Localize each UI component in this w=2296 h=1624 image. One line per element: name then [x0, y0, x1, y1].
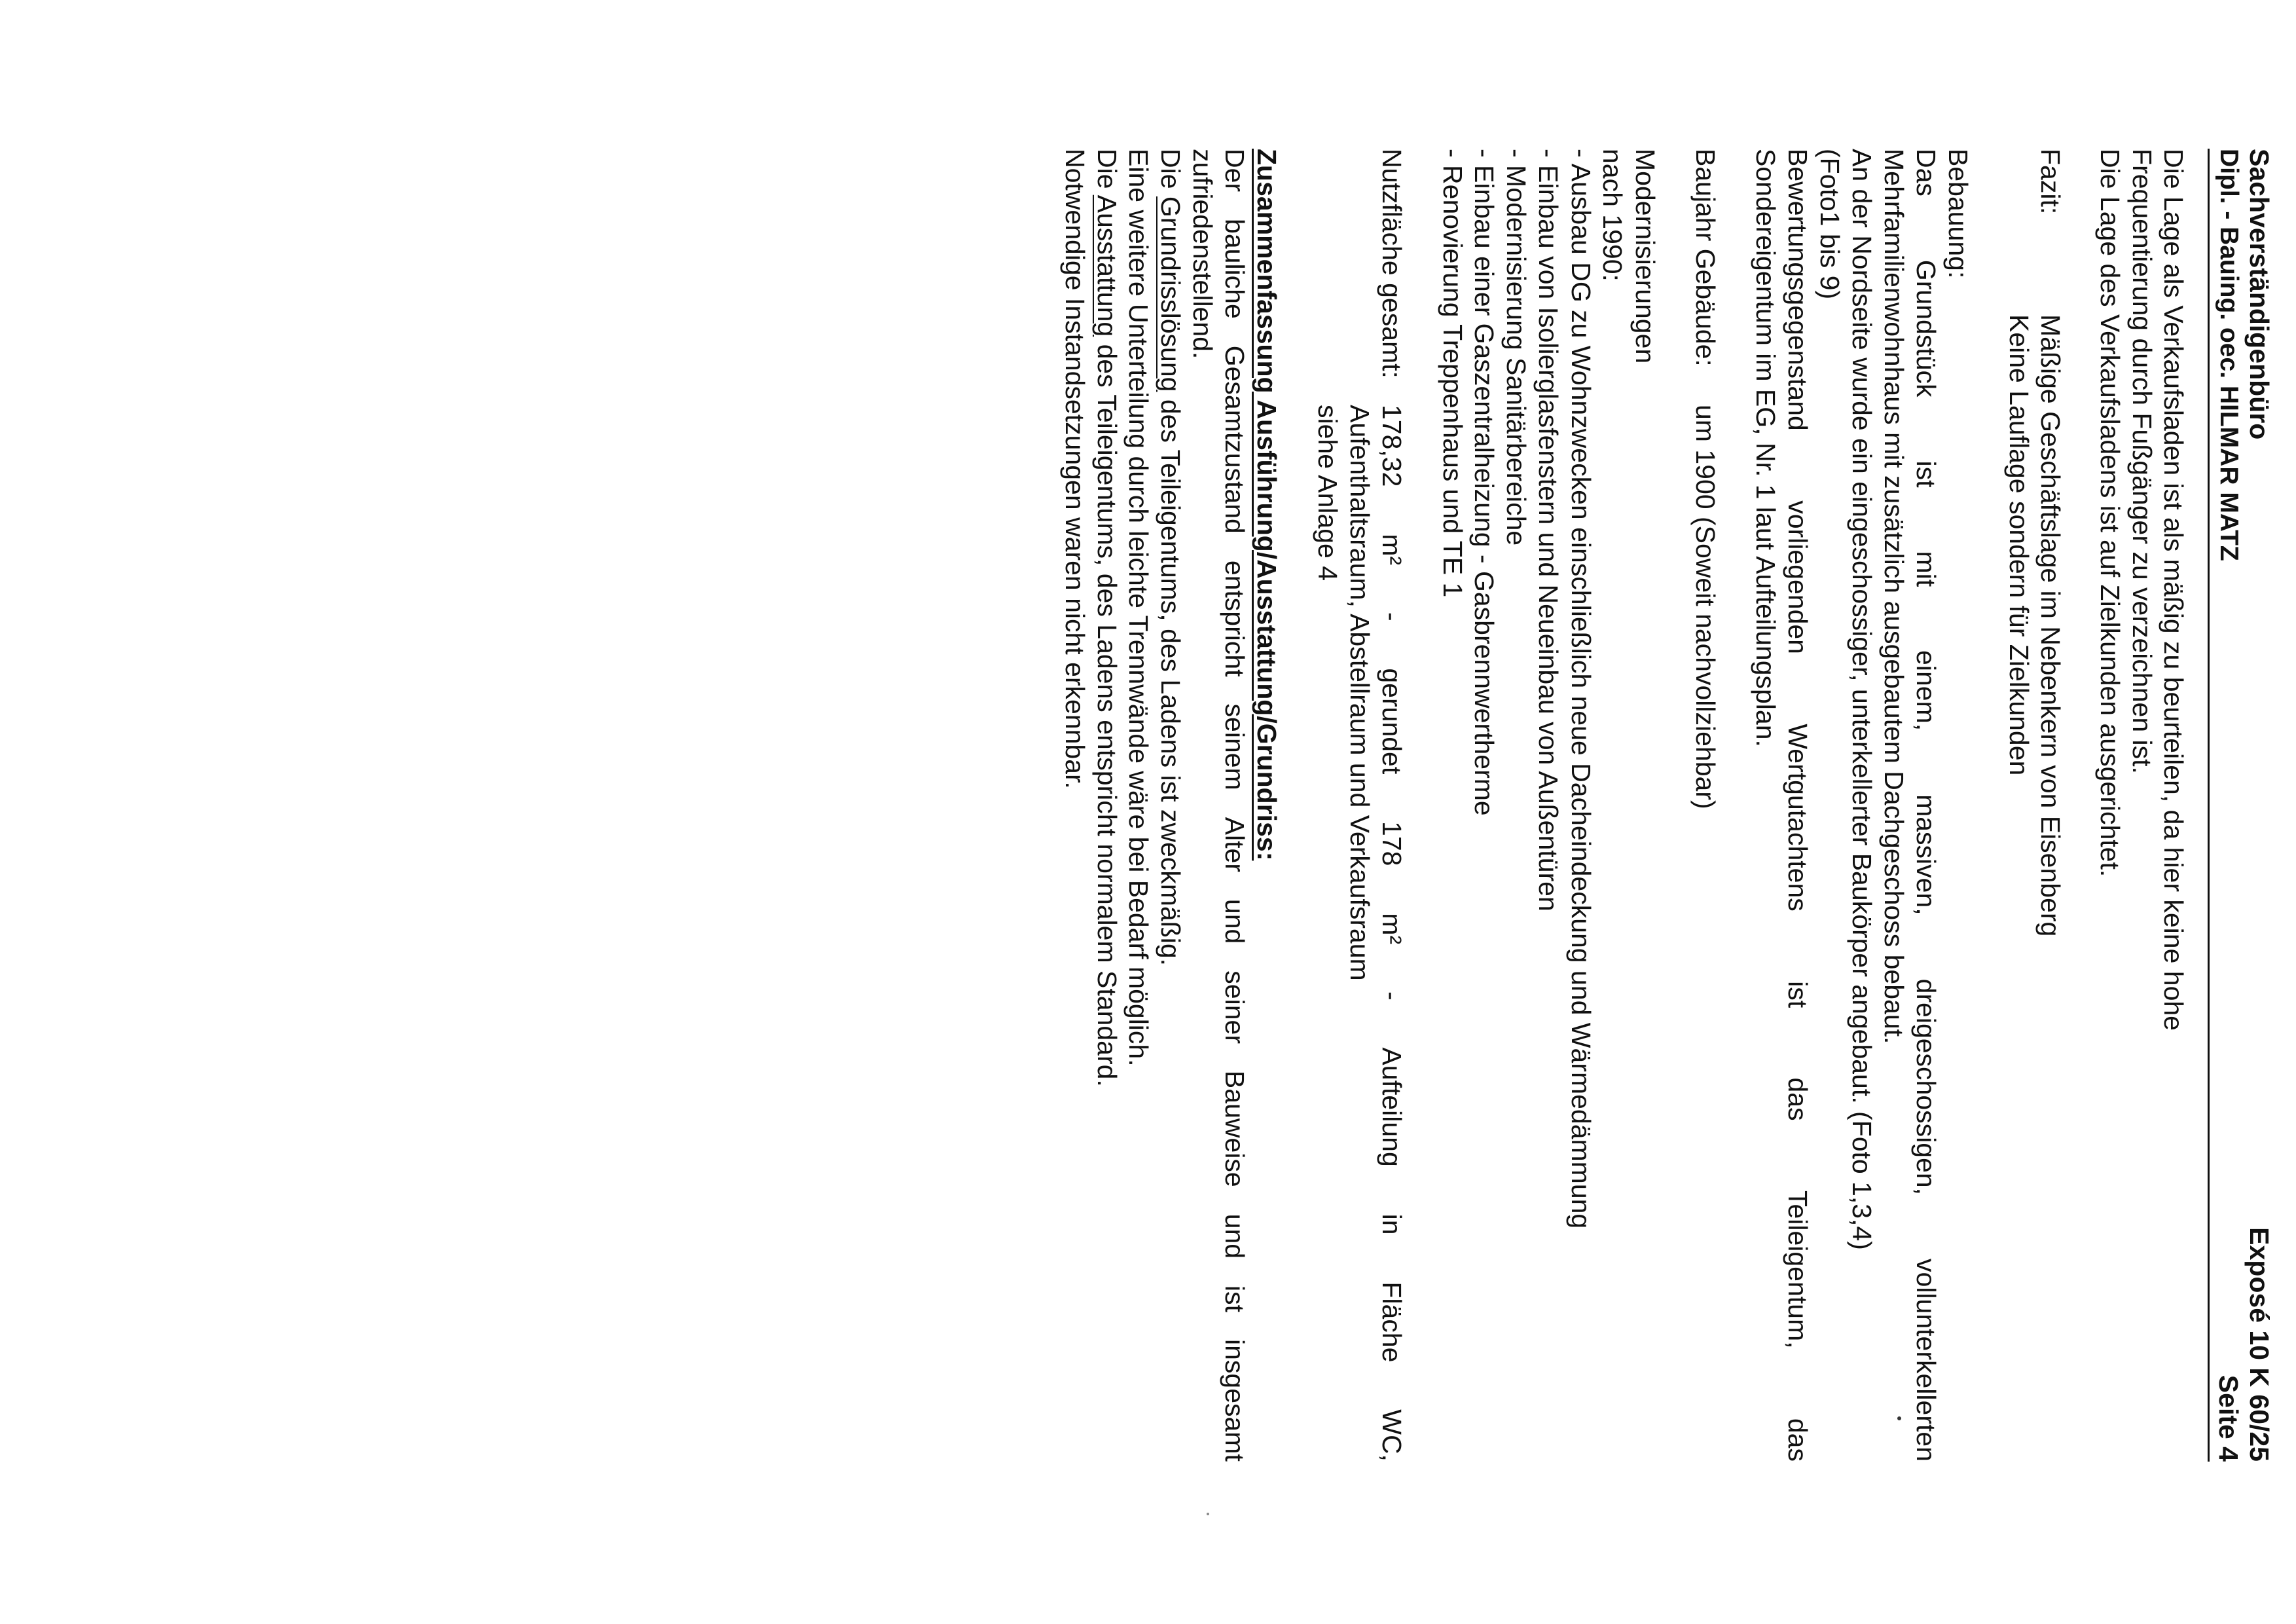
modernisierung-item: - Einbau einer Gaszentralheizung - Gasbrennwertherme — [1469, 149, 1499, 816]
unterteilung-sentence: Eine weitere Unterteilung durch leichte Trennwände wäre bei Bedarf möglich. — [1123, 149, 1154, 1067]
ausstattung-term: Ausstattung — [1092, 194, 1122, 337]
word: m² — [1377, 913, 1407, 945]
ausstattung-sentence — [1093, 149, 1120, 1087]
lage-line-1: Die Lage als Verkaufsladen ist als mäßig zu beurteilen, da hier keine hohe — [2159, 149, 2189, 1031]
word: Aufteilung — [1377, 1047, 1407, 1167]
baujahr-value: um 1900 (Soweit nachvollziehbar) — [1690, 405, 1721, 809]
bebauung-heading: Bebauung: — [1943, 149, 1973, 279]
bebauung-line-5 — [1784, 149, 1811, 1462]
word: massiven, — [1911, 794, 1941, 915]
word: Teileigentum, — [1783, 1190, 1813, 1349]
nutzflaeche-label: Nutzfläche gesamt: — [1377, 149, 1407, 378]
bebauung-line-4: (Foto1 bis 9) — [1815, 149, 1845, 300]
word: Das — [1911, 149, 1941, 196]
text: Die — [1092, 149, 1122, 195]
word: seinem — [1220, 703, 1250, 790]
header-rule — [2208, 149, 2210, 1462]
bebauung-line-2: Mehrfamilienwohnhaus mit zusätzlich ausgebautem Dachgeschoss bebaut. — [1879, 149, 1909, 1044]
modernisierungen-subheading: nach 1990: — [1597, 149, 1628, 282]
word: und — [1220, 898, 1250, 944]
word: Gesamtzustand — [1220, 345, 1250, 534]
text: Die — [1156, 149, 1186, 196]
fazit-label: Fazit: — [2035, 149, 2066, 215]
word: - — [1377, 991, 1407, 1001]
word: Wertgutachtens — [1783, 724, 1813, 912]
grundriss-sentence — [1157, 149, 1184, 966]
nutzflaeche-line-3: siehe Anlage 4 — [1313, 405, 1343, 581]
word: Der — [1220, 149, 1250, 193]
office-name: Sachverständigenbüro — [2244, 149, 2274, 440]
word: m² — [1377, 534, 1407, 566]
modernisierung-item: - Einbau von Isolierglasfenstern und Neueinbau von Außentüren — [1533, 149, 1563, 912]
text: des Teileigentums, des Ladens ist zweckmäßig. — [1156, 392, 1186, 967]
expose-number: Exposé 10 K 60/25 — [2244, 1227, 2274, 1462]
word: seiner — [1220, 970, 1250, 1044]
word: Bauweise — [1220, 1070, 1250, 1187]
word: vorliegenden — [1783, 500, 1813, 654]
word: das — [1783, 1418, 1813, 1462]
modernisierung-item: - Modernisierung Sanitärbereiche — [1501, 149, 1531, 546]
word: entspricht — [1220, 560, 1250, 677]
baujahr-label: Baujahr Gebäude: — [1690, 149, 1721, 367]
lage-line-3: Die Lage des Verkaufsladens ist auf Zielkunden ausgerichtet. — [2095, 149, 2125, 877]
word: mit — [1911, 551, 1941, 587]
word: vollunterkellerten — [1911, 1259, 1941, 1462]
word: in — [1377, 1213, 1407, 1235]
nutzflaeche-line-2: Aufenthaltsraum, Abstellraum und Verkaufsraum — [1345, 405, 1375, 981]
nutzflaeche-line-1 — [1378, 405, 1405, 1462]
word: gerundet — [1377, 668, 1407, 775]
word: insgesamt — [1220, 1338, 1250, 1462]
zusammenfassung-heading: Zusammenfassung Ausführung/Ausstattung/Grundriss: — [1252, 149, 1282, 861]
zusammenfassung-line-1 — [1221, 149, 1248, 1462]
text: des Teileigentums, des Ladens entspricht normalem Standard. — [1092, 337, 1122, 1087]
word: - — [1377, 612, 1407, 621]
fazit-line-1: Mäßige Geschäftslage im Nebenkern von Eisenberg — [2035, 314, 2066, 937]
bebauung-line-6: Sondereigentum im EG, Nr. 1 laut Aufteilungsplan. — [1751, 149, 1781, 747]
bebauung-line-1 — [1912, 149, 1939, 1462]
bebauung-line-3: An der Nordseite wurde ein eingeschossiger, unterkellerter Baukörper angebaut. (Foto 1,3,4) — [1847, 149, 1877, 1250]
lage-line-2: Frequentierung durch Fußgänger zu verzeichnen ist. — [2127, 149, 2157, 774]
word: und — [1220, 1213, 1250, 1259]
word: ist — [1783, 981, 1813, 1008]
modernisierungen-heading: Modernisierungen — [1630, 149, 1660, 364]
page-number: Seite 4 — [2214, 1375, 2244, 1462]
word: dreigeschossigen, — [1911, 978, 1941, 1196]
word: Bewertungsgegenstand — [1783, 149, 1813, 431]
word: bauliche — [1220, 219, 1250, 319]
word: ist — [1911, 460, 1941, 488]
grundriss-term: Grundrisslösung — [1156, 196, 1186, 392]
word: 178 — [1377, 821, 1407, 866]
word: 178,32 — [1377, 405, 1407, 487]
word: Fläche — [1377, 1282, 1407, 1363]
word: Alter — [1220, 817, 1250, 872]
word: ist — [1220, 1285, 1250, 1313]
word: einem, — [1911, 650, 1941, 731]
stray-mark — [1207, 1513, 1209, 1515]
word: WC, — [1377, 1409, 1407, 1462]
modernisierung-item: - Ausbau DG zu Wohnzwecken einschließlich neue Dacheindeckung und Wärmedämmung — [1566, 149, 1596, 1229]
word: Grundstück — [1911, 259, 1941, 397]
word: das — [1783, 1077, 1813, 1121]
author-name: Dipl. - Bauing. oec. HILMAR MATZ — [2215, 149, 2243, 561]
fazit-line-2: Keine Lauflage sondern für Zielkunden — [2004, 314, 2034, 776]
modernisierung-item: - Renovierung Treppenhaus und TE 1 — [1438, 149, 1468, 598]
stray-mark — [1897, 1416, 1901, 1420]
instandsetzung-sentence: Notwendige Instandsetzungen waren nicht erkennbar. — [1060, 149, 1090, 789]
zusammenfassung-line-2: zufriedenstellend. — [1188, 149, 1218, 360]
